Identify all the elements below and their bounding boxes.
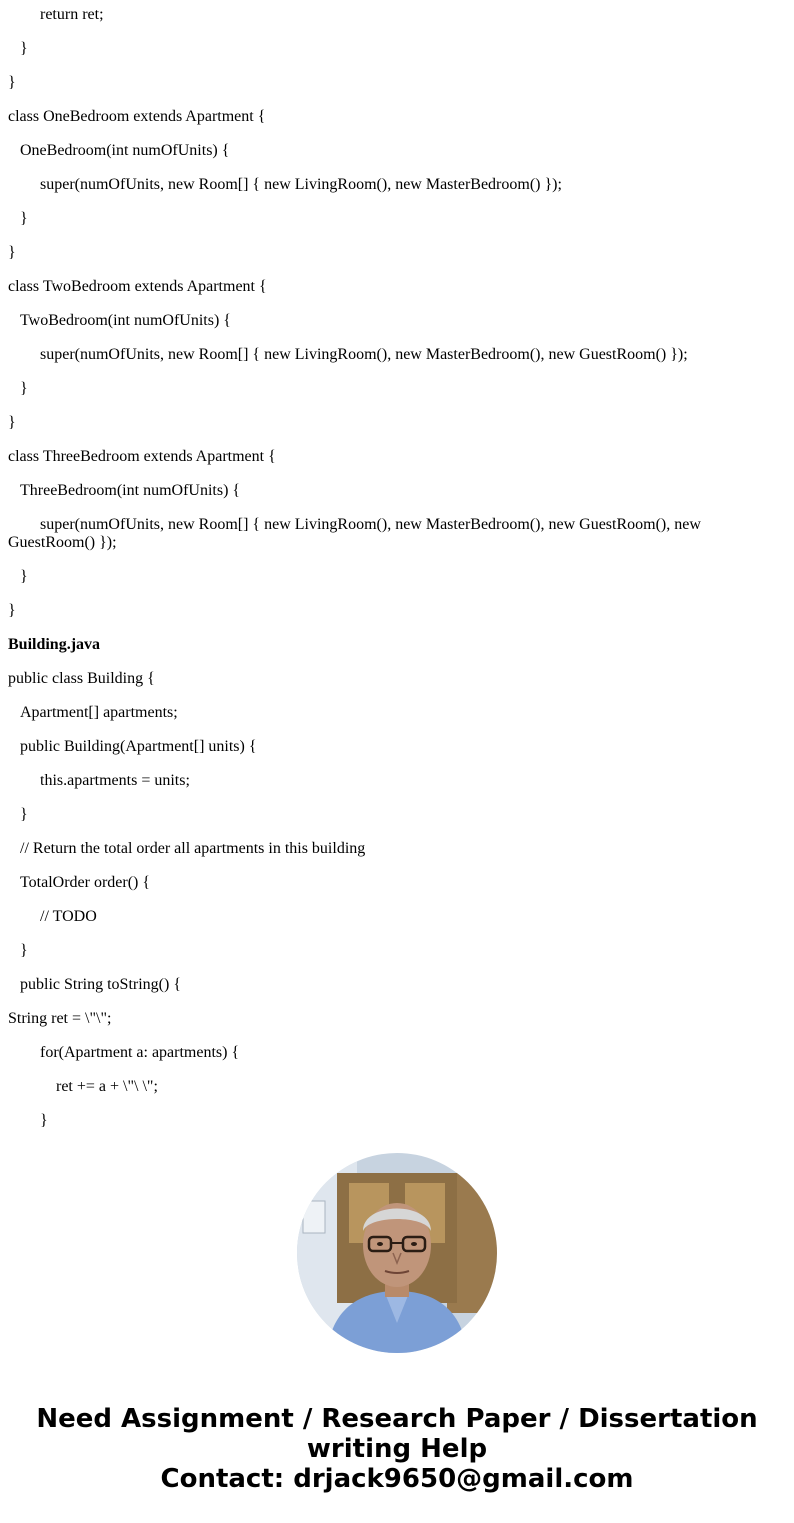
code-line: } bbox=[8, 568, 28, 585]
promo-line-1: Need Assignment / Research Paper / Dissertation bbox=[36, 1404, 758, 1434]
code-line: super(numOfUnits, new Room[] { new LivingRoom(), new MasterBedroom() }); bbox=[8, 176, 562, 193]
code-line: TotalOrder order() { bbox=[8, 874, 151, 891]
code-line: } bbox=[8, 40, 28, 57]
code-line: public String toString() { bbox=[8, 976, 182, 993]
code-line: return ret; bbox=[8, 6, 104, 23]
code-line: } bbox=[8, 210, 28, 227]
promo-line-2: writing Help bbox=[306, 1434, 488, 1464]
code-line: } bbox=[8, 414, 16, 431]
promo-banner bbox=[0, 1404, 794, 1494]
code-line: } bbox=[8, 244, 16, 261]
code-line: ret += a + \"\ \"; bbox=[8, 1078, 158, 1095]
code-line: // Return the total order all apartments in this building bbox=[8, 840, 366, 857]
code-line: } bbox=[8, 942, 28, 959]
code-line: OneBedroom(int numOfUnits) { bbox=[8, 142, 230, 159]
code-line: String ret = \"\"; bbox=[8, 1010, 112, 1027]
person-portrait-icon bbox=[297, 1153, 497, 1353]
code-line: Apartment[] apartments; bbox=[8, 704, 178, 721]
code-line: public class Building { bbox=[8, 670, 155, 687]
code-line: TwoBedroom(int numOfUnits) { bbox=[8, 312, 231, 329]
code-line: // TODO bbox=[8, 908, 97, 925]
code-line: } bbox=[8, 380, 28, 397]
author-photo bbox=[297, 1153, 497, 1353]
code-line: class OneBedroom extends Apartment { bbox=[8, 108, 266, 125]
code-line: } bbox=[8, 602, 16, 619]
code-line: } bbox=[8, 806, 28, 823]
code-line: for(Apartment a: apartments) { bbox=[8, 1044, 240, 1061]
code-line: public Building(Apartment[] units) { bbox=[8, 738, 257, 755]
promo-contact: Contact: drjack9650@gmail.com bbox=[160, 1464, 634, 1494]
code-line: ThreeBedroom(int numOfUnits) { bbox=[8, 482, 241, 499]
code-line: class ThreeBedroom extends Apartment { bbox=[8, 448, 276, 465]
code-line: class TwoBedroom extends Apartment { bbox=[8, 278, 267, 295]
code-line: } bbox=[8, 1112, 48, 1129]
file-heading: Building.java bbox=[8, 636, 101, 653]
code-line: super(numOfUnits, new Room[] { new LivingRoom(), new MasterBedroom(), new GuestRoom() }); bbox=[8, 346, 688, 363]
code-line: super(numOfUnits, new Room[] { new LivingRoom(), new MasterBedroom(), new GuestRoom(), new GuestRoom() }); bbox=[8, 516, 705, 551]
code-line: this.apartments = units; bbox=[8, 772, 190, 789]
code-line: } bbox=[8, 74, 16, 91]
